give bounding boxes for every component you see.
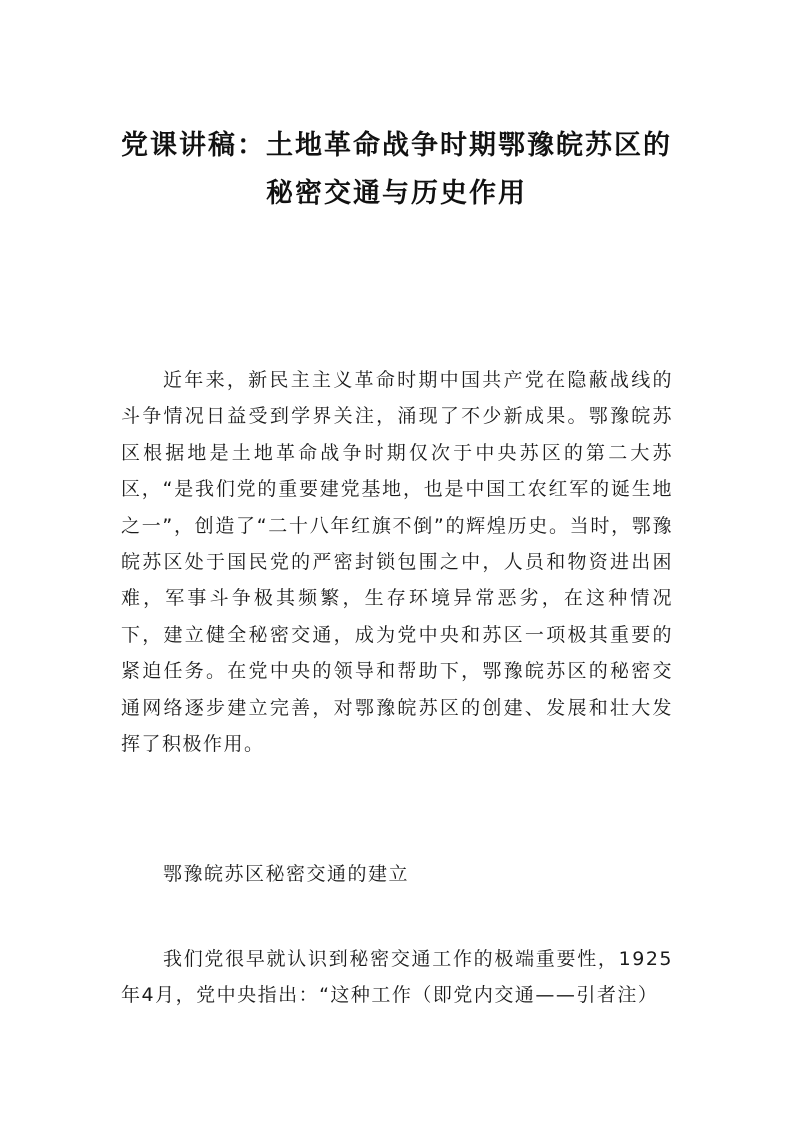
document-title-line-2: 秘密交通与历史作用	[266, 178, 527, 209]
document-title-line-1: 党课讲稿：土地革命战争时期鄂豫皖苏区的	[121, 130, 672, 161]
body-paragraph-section-1: 我们党很早就认识到秘密交通工作的极端重要性，1925年4月，党中央指出：“这种工作（即党内交通——引者注）	[121, 948, 673, 1007]
body-paragraph-intro: 近年来，新民主主义革命时期中国共产党在隐蔽战线的斗争情况日益受到学界关注，涌现了不少新成果。鄂豫皖苏区根据地是土地革命战争时期仅次于中央苏区的第二大苏区，“是我们党的重要建党基地，也是中国工农红军的诞生地之一”，创造了“二十八年红旗不倒”的辉煌历史。当时，鄂豫皖苏区处于国民党的严密封锁包围之中，人员和物资进出困难，军事斗争极其频繁，生存环境异常恶劣，在这种情况下，建立健全秘密交通，成为党中央和苏区一项极其重要的紧迫任务。在党中央的领导和帮助下，鄂豫皖苏区的秘密交通网络逐步建立完善，对鄂豫皖苏区的创建、发展和壮大发挥了积极作用。	[121, 369, 673, 756]
section-heading: 鄂豫皖苏区秘密交通的建立	[163, 863, 410, 885]
